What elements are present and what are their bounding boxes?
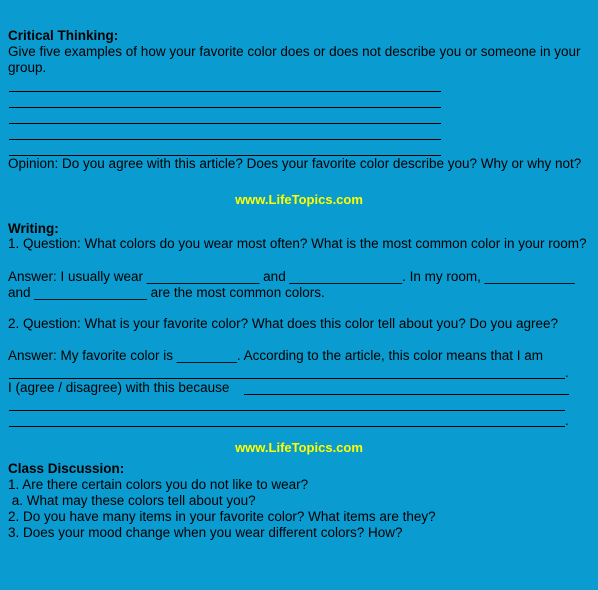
- site-link-1[interactable]: www.LifeTopics.com: [235, 192, 363, 207]
- writing-answer-2-line-3: I (agree / disagree) with this because: [8, 380, 230, 395]
- critical-thinking-prompt: Give five examples of how your favorite color does or does not describe you or someone in your group.: [8, 44, 581, 75]
- answer-line-9-period: .: [565, 413, 569, 428]
- site-link-2[interactable]: www.LifeTopics.com: [235, 440, 363, 455]
- answer-line-1: [9, 91, 441, 92]
- answer-line-7: [244, 394, 569, 395]
- writing-question-1: 1. Question: What colors do you wear most often? What is the most common color in your room?: [8, 236, 587, 251]
- answer-line-4: [9, 139, 441, 140]
- opinion-question: Opinion: Do you agree with this article? Does your favorite color describe you? Why or why not?: [8, 156, 582, 171]
- critical-thinking-heading: Critical Thinking:: [8, 28, 119, 43]
- writing-answer-2-line-1: Answer: My favorite color is ________. According to the article, this color means that I am: [8, 348, 544, 363]
- discussion-item-1a: a. What may these colors tell about you?: [8, 493, 256, 508]
- discussion-item-3: 3. Does your mood change when you wear different colors? How?: [8, 525, 403, 540]
- writing-answer-1-line-1: Answer: I usually wear _______________ and _______________. In my room, ____________: [8, 269, 575, 284]
- answer-line-2: [9, 107, 441, 108]
- writing-question-2: 2. Question: What is your favorite color? What does this color tell about you? Do you agree?: [8, 316, 559, 331]
- class-discussion-heading: Class Discussion:: [8, 461, 125, 476]
- writing-answer-1-line-2: and _______________ are the most common colors.: [8, 285, 325, 300]
- discussion-item-2: 2. Do you have many items in your favorite color? What items are they?: [8, 509, 436, 524]
- discussion-item-1: 1. Are there certain colors you do not like to wear?: [8, 477, 309, 492]
- answer-line-8: [9, 410, 565, 411]
- writing-heading: Writing:: [8, 221, 59, 236]
- answer-line-6: [9, 378, 565, 379]
- answer-line-3: [9, 123, 441, 124]
- answer-line-9: [9, 426, 565, 427]
- answer-line-6-period: .: [565, 365, 569, 380]
